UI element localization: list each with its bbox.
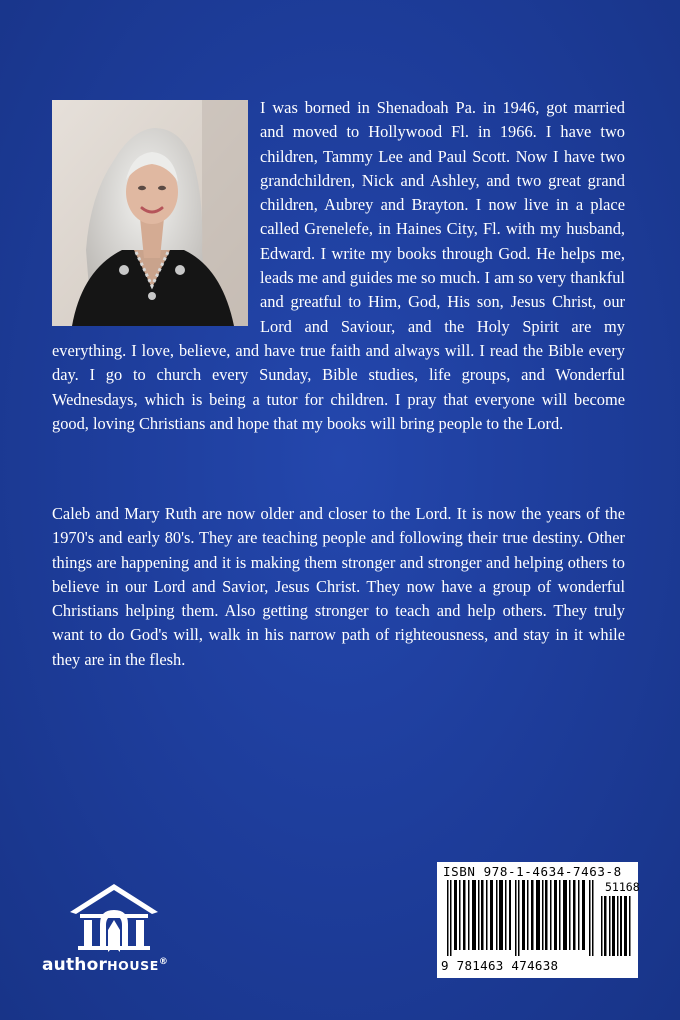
publisher-name: authorHOUSE® xyxy=(42,955,169,975)
author-photo xyxy=(52,100,248,326)
price-code: 51168 xyxy=(605,880,640,894)
isbn-barcode xyxy=(437,862,638,978)
ean-barcode-bars xyxy=(445,880,595,956)
price-barcode-bars xyxy=(601,896,633,956)
ean-digits: 9 781463 474638 xyxy=(441,958,559,973)
author-bio: I was borned in Shenadoah Pa. in 1946, got married and moved to Hollywood Fl. in 1966. I have two children, Tammy Lee and Paul Scott. Now I have two grandchildren, Nick and Ashley, and two great grand children, Aubrey and Brayton. I now live in a place called Grenelefe, in Haines City, Fl. with my husband, Edward. I write my books through God. He helps me, leads me and guides me so much. I am so very thankful and greatful to Him, God, His son, Jesus Christ, our Lord and Saviour, and the Holy Spirit are my everything. I love, believe, and have true faith and always will. I read the Bible every day. I go to church every Sunday, Bible studies, life groups, and Wonderful Wednesdays, which is being a tutor for children. I pray that everyone will become good, loving Christians and hope that my books will bring people to the Lord. xyxy=(52,98,625,433)
isbn-label: ISBN 978-1-4634-7463-8 xyxy=(443,864,622,879)
authorhouse-logo xyxy=(42,880,190,980)
book-synopsis: Caleb and Mary Ruth are now older and closer to the Lord. It is now the years of the 1970's and early 80's. They are teaching people and following their true destiny. Other things are happening and it is making them stronger and stronger and helping others to believe in our Lord and Savior, Jesus Christ. They now have a group of wonderful Christians helping them. Also getting stronger to teach and help others. They truly want to do God's will, walk in his narrow path of righteousness, and stay in it while they are in the flesh. xyxy=(52,504,625,669)
publisher-house-icon xyxy=(64,880,164,952)
